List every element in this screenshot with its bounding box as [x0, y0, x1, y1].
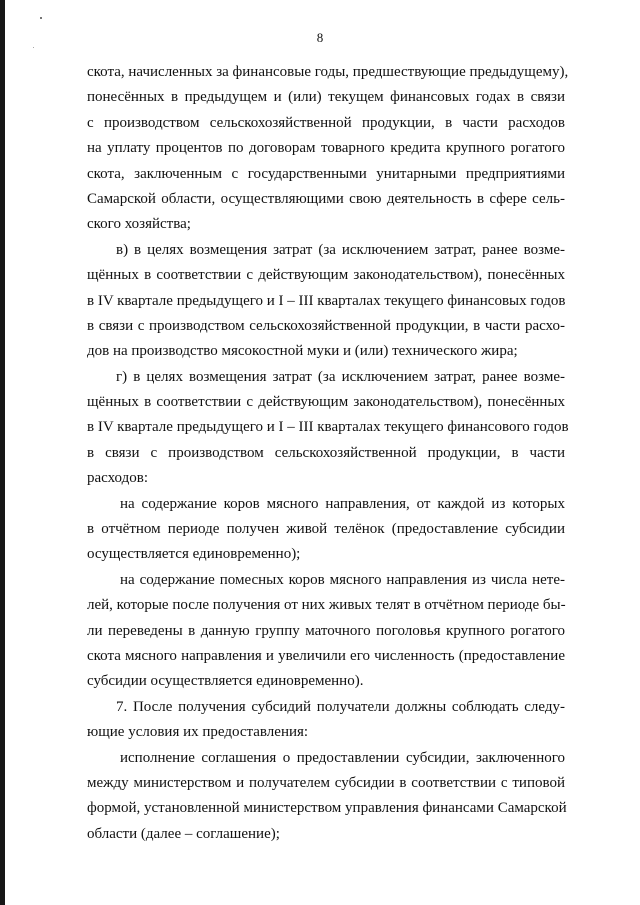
text-line: субсидии осуществляется единовременно). — [87, 673, 364, 690]
text-line: 7. После получения субсидий получатели должны соблюдать следу- — [116, 698, 565, 715]
text-line: лей, которые после получения от них живых телят в отчётном периоде бы- — [87, 597, 566, 614]
scan-speck — [40, 17, 42, 19]
text-line: ского хозяйства; — [87, 216, 191, 233]
text-line: в связи с производством сельскохозяйственной продукции, в части — [87, 444, 565, 461]
text-line: на содержание помесных коров мясного направления из числа нете- — [120, 571, 565, 588]
text-line: области (далее – соглашение); — [87, 825, 280, 842]
text-line: Самарской области, осуществляющими свою деятельность в сфере сель- — [87, 190, 565, 207]
page-number: 8 — [316, 30, 324, 45]
text-line: осуществляется единовременно); — [87, 546, 301, 563]
text-line: щённых в соответствии с действующим законодательством), понесённых — [87, 267, 565, 284]
text-line: между министерством и получателем субсидии в соответствии с типовой — [87, 774, 565, 791]
text-line: в IV квартале предыдущего и I – III кварталах текущего финансового годов — [87, 419, 569, 436]
text-line: понесённых в предыдущем и (или) текущем финансовых годах в связи — [87, 89, 565, 106]
scan-speck — [33, 47, 34, 48]
text-line: ющие условия их предоставления: — [87, 724, 309, 741]
text-line: в отчётном периоде получен живой телёнок (предоставление субсидии — [87, 521, 565, 538]
text-line: скота мясного направления и увеличили его численность (предоставление — [87, 647, 565, 664]
scan-edge-shadow — [0, 0, 5, 905]
text-line: на уплату процентов по договорам товарного кредита крупного рогатого — [87, 140, 565, 157]
text-line: г) в целях возмещения затрат (за исключением затрат, ранее возме- — [116, 368, 565, 385]
text-line: расходов: — [87, 470, 148, 487]
text-line: исполнение соглашения о предоставлении субсидии, заключенного — [120, 749, 565, 766]
text-line: скота, начисленных за финансовые годы, предшествующие предыдущему), — [87, 64, 569, 80]
text-line: дов на производство мясокостной муки и (или) технического жира; — [87, 343, 518, 360]
text-line: щённых в соответствии с действующим законодательством), понесённых — [87, 394, 565, 411]
text-line: ли переведены в данную группу маточного поголовья крупного рогатого — [87, 622, 565, 639]
text-line: формой, установленной министерством управления финансами Самарской — [87, 800, 567, 817]
text-line: в) в целях возмещения затрат (за исключением затрат, ранее возме- — [116, 241, 565, 258]
text-line: в IV квартале предыдущего и I – III кварталах текущего финансовых годов — [87, 292, 566, 309]
text-line: скота, заключенным с государственными унитарными предприятиями — [87, 165, 565, 182]
text-line: в связи с производством сельскохозяйственной продукции, в части расхо- — [87, 317, 565, 334]
text-line: на содержание коров мясного направления, от каждой из которых — [120, 495, 565, 512]
document-body — [87, 60, 569, 847]
text-line: с производством сельскохозяйственной продукции, в части расходов — [87, 114, 565, 131]
